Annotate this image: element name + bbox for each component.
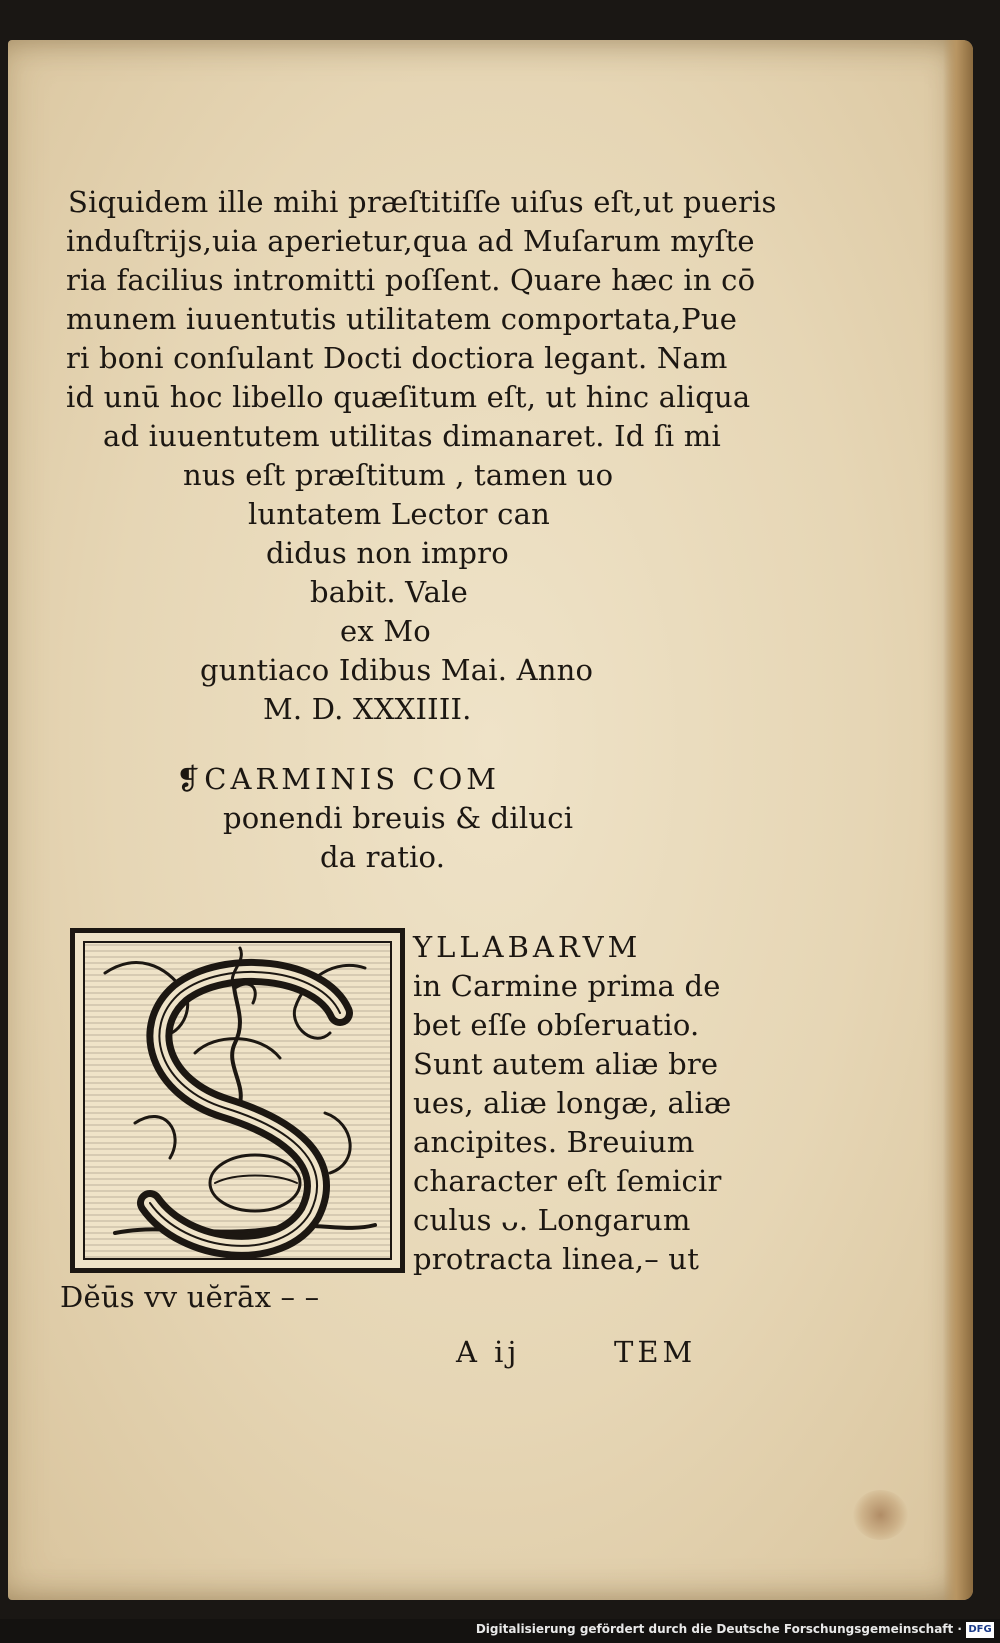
body-line: bet eſſe obſeruatio.: [413, 1008, 700, 1042]
preface-line: M. D. XXXIIII.: [263, 692, 472, 726]
preface-line: guntiaco Idibus Mai. Anno: [200, 653, 594, 687]
preface-line: ri boni conſulant Docti doctiora legant. Nam: [66, 341, 728, 375]
signature-mark: A ij: [456, 1335, 521, 1369]
preface-line: nus eſt præſtitum , tamen uo: [183, 458, 614, 492]
page-edge: [943, 40, 973, 1600]
book-page: [8, 40, 973, 1600]
initial-s-icon: [75, 933, 400, 1268]
preface-line: Siquidem ille mihi præſtitiſſe uiſus eſt,ut pueris: [68, 185, 777, 219]
digitization-credit: Digitalisierung gefördert durch die Deutsche Forschungsgemeinschaft ·: [475, 1622, 962, 1636]
meter-example: Dĕūs vv uĕrāx – –: [60, 1280, 320, 1314]
preface-line: induſtrijs,uia aperietur,qua ad Muſarum myſte: [66, 224, 755, 258]
body-line: ues, aliæ longæ, aliæ: [413, 1086, 732, 1120]
preface-line: ria facilius intromitti poſſent. Quare hæc in cō: [66, 263, 756, 297]
body-line: in Carmine prima de: [413, 969, 721, 1003]
heading-line: da ratio.: [320, 840, 446, 874]
body-line: culus ᴗ. Longarum: [413, 1203, 691, 1237]
preface-line: ad iuuentutem utilitas dimanaret. Id ſi mi: [103, 419, 721, 453]
body-line: Sunt autem aliæ bre: [413, 1047, 719, 1081]
decorated-initial-s: [70, 928, 405, 1273]
heading-line: ❡CARMINIS COM: [176, 762, 500, 796]
body-line: YLLABARVM: [413, 930, 642, 964]
paper-stain: [853, 1490, 908, 1540]
body-line: character eſt ſemicir: [413, 1164, 722, 1198]
preface-line: didus non impro: [266, 536, 509, 570]
body-line: ancipites. Breuium: [413, 1125, 695, 1159]
preface-line: babit. Vale: [310, 575, 468, 609]
preface-line: luntatem Lector can: [248, 497, 550, 531]
heading-line: ponendi breuis & diluci: [223, 801, 574, 835]
body-line: protracta linea,– ut: [413, 1242, 700, 1276]
preface-line: id unū hoc libello quæſitum eſt, ut hinc aliqua: [66, 380, 751, 414]
preface-line: ex Mo: [340, 614, 431, 648]
preface-line: munem iuuentutis utilitatem comportata,Pue: [66, 302, 738, 336]
catchword: TEM: [614, 1335, 697, 1369]
dfg-logo: DFG: [966, 1622, 994, 1638]
